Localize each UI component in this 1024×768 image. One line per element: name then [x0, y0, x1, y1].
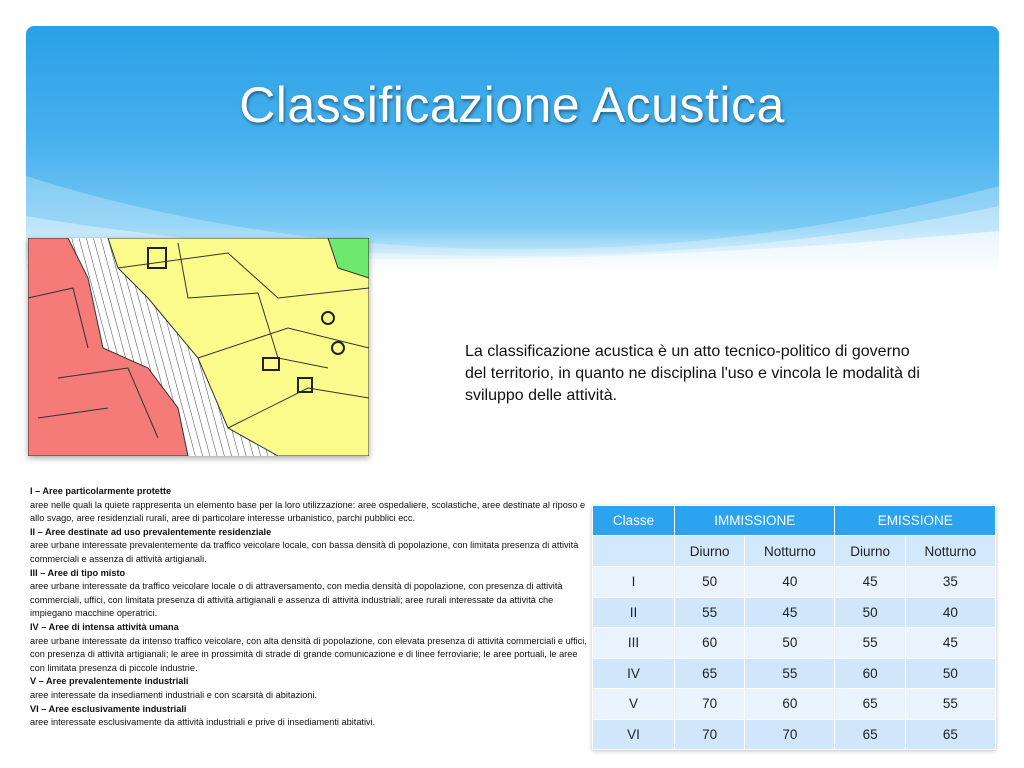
class-title: V – Aree prevalentemente industriali	[30, 676, 189, 687]
table-row	[593, 658, 996, 689]
class-description: aree nelle quali la quiete rappresenta un elemento base per la loro utilizzazione: aree ospedaliere, scolastiche, aree destinate al riposo e allo svago, aree residenziali rurali, aree di particolare interesse urbanistico, parchi pubblici ecc.	[30, 499, 586, 524]
table-cell: 65	[905, 719, 995, 750]
header-classe: Classe	[593, 506, 675, 536]
class-description: aree urbane interessate prevalentemente da traffico veicolare locale, con bassa densità di popolazione, con limitata presenza di attività commerciali e assenza di attività artigianali.	[30, 540, 579, 564]
table-cell: 60	[675, 628, 745, 659]
subheader-cell: Notturno	[745, 536, 835, 567]
table-cell: 55	[905, 689, 995, 720]
table-header-row	[593, 506, 996, 536]
class-title: II – Aree destinate ad uso prevalentemente residenziale	[30, 526, 272, 537]
table-cell: 50	[905, 658, 995, 689]
table-cell: II	[593, 597, 675, 628]
subheader-cell: Diurno	[835, 536, 905, 567]
table-cell: 70	[675, 689, 745, 720]
class-description: aree interessate esclusivamente da attività industriali e prive di insediamenti abitativi.	[30, 717, 376, 728]
table-cell: 40	[745, 567, 835, 598]
table-cell: 55	[745, 658, 835, 689]
table-row	[593, 628, 996, 659]
table-cell: 55	[675, 597, 745, 628]
class-description: aree urbane interessate da intenso traffico veicolare, con alta densità di popolazione, con elevata presenza di attività commerciali e uffici, con presenza di attività artigianali; le aree in prossimità di strade di grande comunicazione e di linee ferroviarie; le aree portuali, le aree con limitata presenza di piccole industrie.	[30, 635, 587, 673]
table-cell: 50	[835, 597, 905, 628]
table-cell: III	[593, 628, 675, 659]
table-cell: V	[593, 689, 675, 720]
table-cell: 60	[745, 689, 835, 720]
table-row	[593, 689, 996, 720]
table-cell: 40	[905, 597, 995, 628]
table-row	[593, 719, 996, 750]
table-cell: 55	[835, 628, 905, 659]
class-title: I – Aree particolarmente protette	[30, 486, 172, 496]
class-description: aree interessate da insediamenti industriali e con scarsità di abitazioni.	[30, 689, 318, 700]
table-cell: 50	[675, 567, 745, 598]
header-immissione: IMMISSIONE	[675, 506, 835, 536]
table-row	[593, 567, 996, 598]
table-cell: 35	[905, 567, 995, 598]
class-list	[30, 485, 590, 730]
table-cell: 45	[835, 567, 905, 598]
table-cell: 65	[835, 689, 905, 720]
table-cell: 50	[745, 628, 835, 659]
table-cell: 70	[675, 719, 745, 750]
table-cell: 65	[835, 719, 905, 750]
description-text: La classificazione acustica è un atto tecnico-politico di governo del territorio, in quanto ne disciplina l'uso e vincola le modalità di sviluppo delle attività.	[465, 343, 920, 404]
table-cell: I	[593, 567, 675, 598]
table-subheader-row	[593, 536, 996, 567]
table-cell: IV	[593, 658, 675, 689]
class-title: III – Aree di tipo misto	[30, 567, 126, 578]
subheader-cell: Diurno	[675, 536, 745, 567]
class-title: VI – Aree esclusivamente industriali	[30, 703, 187, 714]
class-title: IV – Aree di intensa attività umana	[30, 621, 179, 632]
table-cell: VI	[593, 719, 675, 750]
table-cell: 70	[745, 719, 835, 750]
zoning-map-image	[28, 238, 369, 456]
table-cell: 65	[675, 658, 745, 689]
table-cell: 45	[905, 628, 995, 659]
header-emissione: EMISSIONE	[835, 506, 996, 536]
noise-limits-table	[592, 505, 996, 750]
table-cell: 60	[835, 658, 905, 689]
table-row	[593, 597, 996, 628]
subheader-cell: Notturno	[905, 536, 995, 567]
page-title: Classificazione Acustica	[239, 77, 785, 133]
subheader-cell	[593, 536, 675, 567]
table-cell: 45	[745, 597, 835, 628]
class-description: aree urbane interessate da traffico veicolare locale o di attraversamento, con media densità di popolazione, con presenza di attività commerciali, uffici, con limitata presenza di attività artigianali e assenza di attività industriali; aree rurali interessate da attività che impiegano macchine operatrici.	[30, 581, 563, 619]
